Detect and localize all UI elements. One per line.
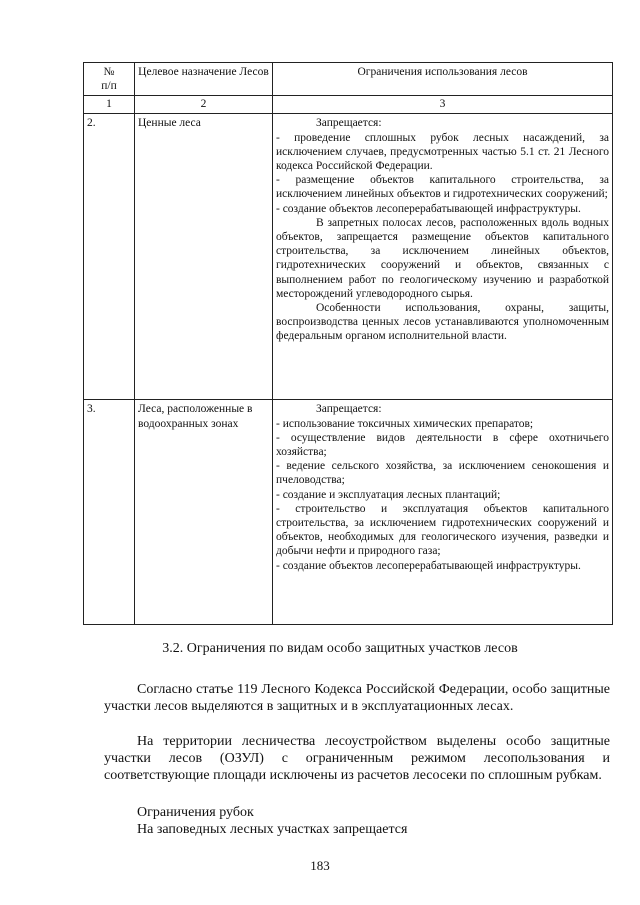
restriction-line: Особенности использования, охраны, защиты, воспроизводства ценных лесов устанавливаются уполномоченным федеральным органом исполнительной власти. [276,302,609,343]
restriction-line: - строительство и эксплуатация объектов капитального строительства, за исключением гидротехнических сооружений и объектов, необходимых для геологического изучения, разведки и добычи нефти и природного газа; [276,502,609,558]
column-number: 3 [273,96,613,114]
row-number: 3. [84,400,135,625]
restriction-line: - создание объектов лесоперерабатывающей инфраструктуры. [276,202,581,215]
restriction-line: - ведение сельского хозяйства, за исключением сенокошения и пчеловодства; [276,460,609,487]
page-number: 183 [310,858,330,873]
table-row [84,114,613,400]
header-restrictions: Ограничения использования лесов [273,63,613,96]
header-number: № п/п [84,63,135,96]
row-restrictions [273,400,613,625]
section-heading: 3.2. Ограничения по видам особо защитных участков лесов [162,641,518,656]
paragraph-article-119 [104,681,610,715]
row-purpose: Леса, расположенные в водоохранных зонах [135,400,273,625]
row-number: 2. [84,114,135,400]
column-number: 1 [84,96,135,114]
restriction-line: - размещение объектов капитального строительства, за исключением линейных объектов и гидротехнических сооружений; [276,174,609,201]
felling-restrictions [104,804,610,838]
restriction-line: - осуществление видов деятельности в сфере охотничьего хозяйства; [276,431,609,459]
column-number-row [84,96,613,114]
row-purpose: Ценные леса [135,114,273,400]
restriction-line: В запретных полосах лесов, расположенных вдоль водных объектов, запрещается размещение объектов капитального строительства, за исключением линейных объектов, гидротехнических сооружений и объектов, связанных с выполнением работ по геологическому изучению и разработкой месторождений углеводородного сырья. [276,216,609,300]
paragraph-text: На территории лесничества лесоустройством выделены особо защитные участки лесов (ОЗУЛ) с ограниченным режимом лесопользования и соответствующие площади исключены из расчетов лесосеки по сплошным рубкам. [104,734,610,783]
reserved-areas-line: На заповедных лесных участках запрещается [137,822,408,837]
restriction-line: - создание объектов лесоперерабатывающей инфраструктуры. [276,559,581,572]
restriction-line: - проведение сплошных рубок лесных насаждений, за исключением случаев, предусмотренных частью 5.1 ст. 21 Лесного кодекса Российской Федерации. [276,131,609,173]
row-restrictions [273,114,613,400]
column-number: 2 [135,96,273,114]
table-header-row [84,63,613,96]
forest-restrictions-table [83,62,613,625]
restriction-line: Запрещается: [316,403,382,416]
felling-restrictions-line: Ограничения рубок [137,805,254,820]
header-purpose: Целевое назначение Лесов [135,63,273,96]
table-row [84,400,613,625]
restriction-line: Запрещается: [316,117,382,130]
restriction-line: - использование токсичных химических препаратов; [276,417,534,430]
paragraph-text: Согласно статье 119 Лесного Кодекса Российской Федерации, особо защитные участки лесов выделяются в защитных и в эксплуатационных лесах. [104,682,610,714]
paragraph-ozul [104,733,610,784]
restriction-line: - создание и эксплуатация лесных плантаций; [276,488,501,501]
